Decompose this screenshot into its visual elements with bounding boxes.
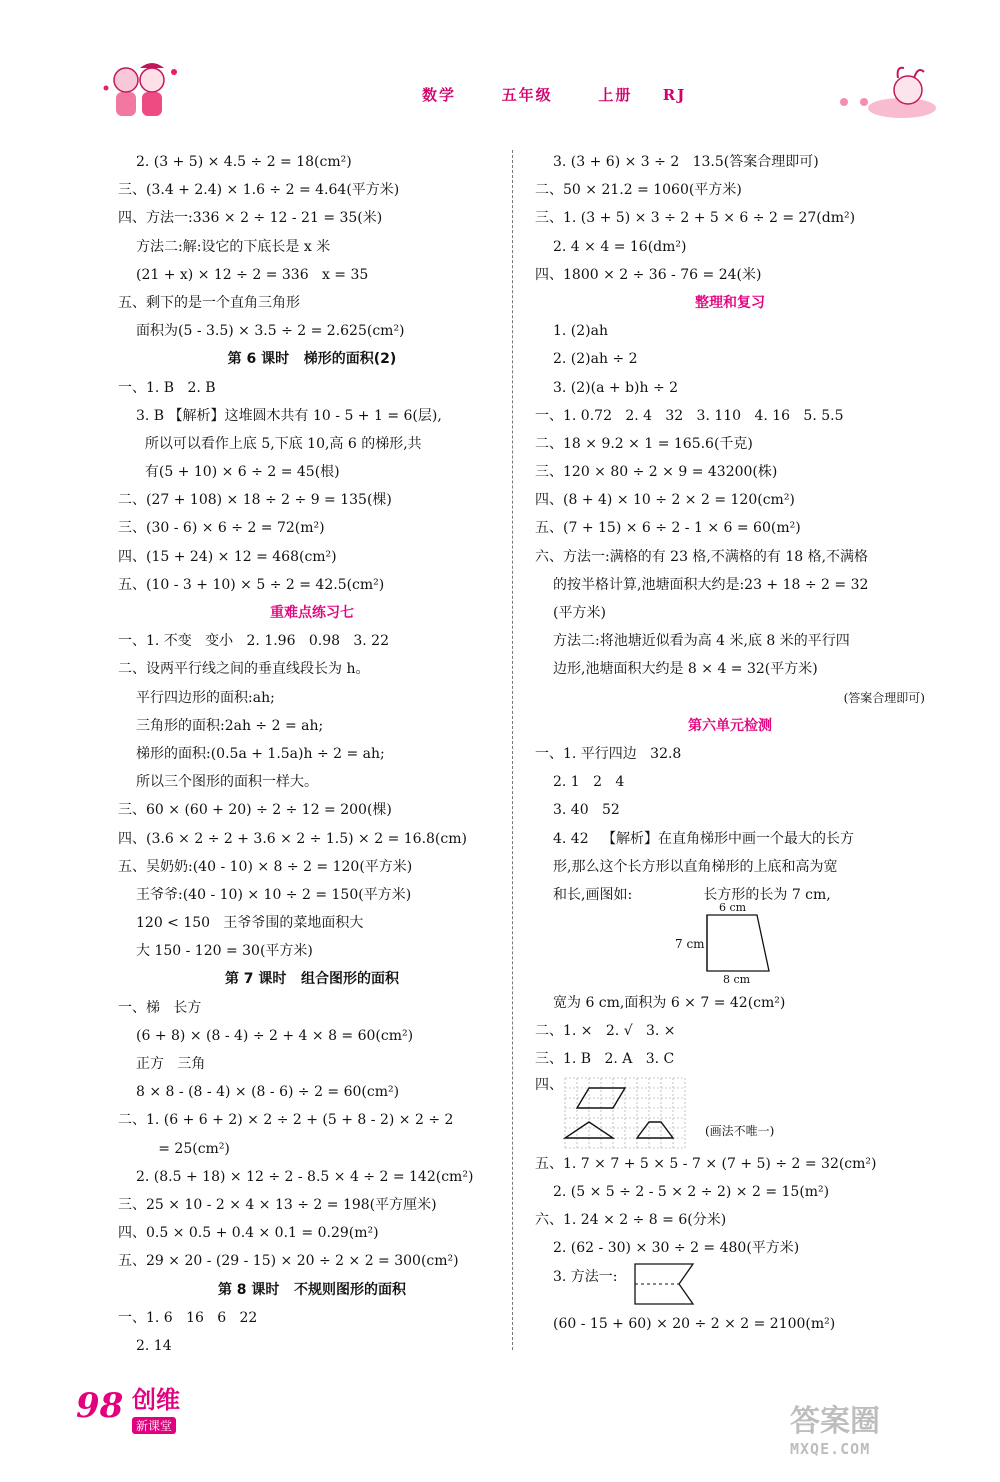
answer-line: 所以三个图形的面积一样大。	[136, 774, 318, 791]
answer-line: 二、(27 + 108) × 18 ÷ 2 ÷ 9 = 135(棵)	[118, 492, 392, 509]
section-heading: 第 6 课时 梯形的面积(2)	[227, 351, 397, 368]
answer-line: = 25(cm²)	[136, 1140, 230, 1157]
right-column	[535, 148, 925, 1339]
section-heading: 第 8 课时 不规则图形的面积	[217, 1281, 407, 1298]
answer-line: 五、吴奶奶:(40 - 10) × 8 ÷ 2 = 120(平方米)	[118, 858, 413, 875]
answer-line: 大 150 - 120 = 30(平方米)	[136, 943, 313, 960]
grid-note: (画法不唯一)	[705, 1123, 775, 1138]
answer-line: 一、梯 长方	[118, 999, 202, 1016]
answer-line: 一、1. 平行四边 32.8	[535, 745, 682, 762]
answer-line: 3. (3 + 6) × 3 ÷ 2 13.5(答案合理即可)	[553, 154, 819, 170]
section-heading: 重难点练习七	[270, 605, 354, 621]
answer-line: 2. (5 × 5 ÷ 2 - 5 × 2 ÷ 2) × 2 = 15(m²)	[553, 1183, 830, 1200]
answer-line: 二、设两平行线之间的垂直线段长为 h。	[118, 661, 370, 678]
section-heading: 第六单元检测	[688, 717, 772, 734]
answer-line: 三、(3.4 + 2.4) × 1.6 ÷ 2 = 4.64(平方米)	[118, 182, 400, 199]
answer-line: 三、25 × 10 - 2 × 4 × 13 ÷ 2 = 198(平方厘米)	[118, 1196, 437, 1213]
arrow-shape-figure	[535, 1262, 925, 1310]
answer-line: 一、1. 6 16 6 22	[118, 1309, 258, 1326]
page-number: 98	[76, 1386, 124, 1426]
column-divider	[512, 150, 513, 1350]
trap-bottom-label: 8 cm	[723, 973, 751, 987]
header-title: 数学 五年级 上册 RJ	[422, 86, 687, 104]
answer-line: 二、1. (6 + 6 + 2) × 2 ÷ 2 + (5 + 8 - 2) × 2 ÷ 2	[118, 1112, 454, 1129]
answer-line: (平方米)	[553, 605, 606, 621]
cartoon-kids-icon	[96, 58, 186, 130]
answer-line: 四、(15 + 24) × 12 = 468(cm²)	[118, 548, 337, 565]
answer-line: 五、(10 - 3 + 10) × 5 ÷ 2 = 42.5(cm²)	[118, 576, 385, 593]
answer-line: 的按半格计算,池塘面积大约是:23 + 18 ÷ 2 = 32	[553, 576, 869, 593]
right-mid-block	[535, 989, 925, 1074]
grid-figure	[535, 1074, 925, 1150]
answer-line: 三、60 × (60 + 20) ÷ 2 ÷ 12 = 200(棵)	[118, 802, 392, 819]
brand-bottom-text: 新课堂	[132, 1417, 176, 1434]
answer-line: 三、1. B 2. A 3. C	[535, 1051, 675, 1068]
answer-line: 二、18 × 9.2 × 1 = 165.6(千克)	[535, 435, 753, 452]
answer-line: 和长,画图如: 长方形的长为 7 cm,	[553, 886, 831, 903]
watermark	[790, 1396, 970, 1466]
watermark-top: 答案圈	[790, 1404, 880, 1439]
answer-line: (60 - 15 + 60) × 20 ÷ 2 × 2 = 2100(m²)	[553, 1316, 836, 1333]
answer-line: 三、120 × 80 ÷ 2 × 9 = 43200(株)	[535, 464, 778, 481]
answer-line: 五、1. 7 × 7 + 5 × 5 - 7 × (7 + 5) ÷ 2 = 32(cm²)	[535, 1155, 877, 1172]
answer-line: 一、1. B 2. B	[118, 379, 216, 396]
trapezoid-figure	[535, 901, 925, 989]
answer-line: 2. 14	[136, 1337, 172, 1354]
answer-line: 四、(3.6 × 2 ÷ 2 + 3.6 × 2 ÷ 1.5) × 2 = 16.8(cm)	[118, 830, 467, 847]
answer-line: 方法二:将池塘近似看为高 4 米,底 8 米的平行四	[553, 633, 850, 650]
answer-line: 六、方法一:满格的有 23 格,不满格的有 18 格,不满格	[535, 548, 869, 565]
right-bottom-block	[535, 1150, 925, 1263]
cartoon-rabbit-icon	[820, 66, 950, 124]
section-heading: 第 7 课时 组合图形的面积	[224, 971, 400, 988]
answer-line: 2. (3 + 5) × 4.5 ÷ 2 = 18(cm²)	[136, 154, 352, 170]
answer-line: 一、1. 0.72 2. 4 32 3. 110 4. 16 5. 5.5	[535, 407, 844, 424]
watermark-bottom: MXQE.COM	[790, 1440, 871, 1458]
answer-line: 2. (62 - 30) × 30 ÷ 2 = 480(平方米)	[553, 1240, 800, 1257]
right-last-block	[535, 1310, 925, 1338]
answer-line: 五、剩下的是一个直角三角形	[118, 294, 300, 311]
answer-line: 4. 42 【解析】在直角梯形中画一个最大的长方	[553, 830, 854, 847]
answer-line: 边形,池塘面积大约是 8 × 4 = 32(平方米)	[553, 661, 818, 678]
answer-line: 2. (8.5 + 18) × 12 ÷ 2 - 8.5 × 4 ÷ 2 = 142(cm²)	[136, 1168, 474, 1185]
answer-line: 形,那么这个长方形以直角梯形的上底和高为宽	[553, 858, 838, 875]
answer-line: 2. 4 × 4 = 16(dm²)	[553, 238, 687, 255]
answer-line: (答案合理即可)	[843, 690, 925, 705]
answer-line: 面积为(5 - 3.5) × 3.5 ÷ 2 = 2.625(cm²)	[136, 323, 405, 340]
grid-label: 四、	[535, 1076, 563, 1093]
answer-line: (21 + x) × 12 ÷ 2 = 336 x = 35	[136, 266, 369, 283]
answer-line: 1. (2)ah	[553, 323, 609, 340]
answer-line: 8 × 8 - (8 - 4) × (8 - 6) ÷ 2 = 60(cm²)	[136, 1084, 400, 1101]
answer-line: 所以可以看作上底 5,下底 10,高 6 的梯形,共	[136, 435, 422, 452]
trap-top-label: 6 cm	[719, 901, 747, 915]
answer-line: 3. 40 52	[553, 802, 620, 819]
answer-line: 2. (2)ah ÷ 2	[553, 351, 638, 368]
answer-line: 3. (2)(a + b)h ÷ 2	[553, 379, 679, 396]
answer-line: 五、(7 + 15) × 6 ÷ 2 - 1 × 6 = 60(m²)	[535, 520, 801, 537]
answer-line: 梯形的面积:(0.5a + 1.5a)h ÷ 2 = ah;	[136, 745, 385, 762]
answer-line: 四、方法一:336 × 2 ÷ 12 - 21 = 35(米)	[118, 210, 383, 227]
answer-line: 平行四边形的面积:ah;	[136, 689, 275, 706]
grid-diagram	[555, 1074, 695, 1150]
brand-top-text: 创维	[132, 1386, 180, 1414]
answer-line: 四、1800 × 2 ÷ 36 - 76 = 24(米)	[535, 266, 762, 283]
section-heading: 整理和复习	[695, 294, 765, 311]
left-column	[118, 148, 506, 1360]
answer-line: 方法二:解:设它的下底长是 x 米	[136, 238, 331, 255]
answer-line: 二、1. × 2. √ 3. ×	[535, 1023, 676, 1040]
answer-line: (6 + 8) × (8 - 4) ÷ 2 + 4 × 8 = 60(cm²)	[136, 1027, 414, 1044]
answer-line: 王爷爷:(40 - 10) × 10 ÷ 2 = 150(平方米)	[136, 886, 412, 903]
answer-line: 五、29 × 20 - (29 - 15) × 20 ÷ 2 × 2 = 300(cm²)	[118, 1253, 459, 1270]
right-top-block	[535, 148, 925, 909]
answer-line: 二、50 × 21.2 = 1060(平方米)	[535, 182, 742, 199]
answer-line: 2. 1 2 4	[553, 774, 625, 791]
answer-line: 六、1. 24 × 2 ÷ 8 = 6(分米)	[535, 1212, 727, 1228]
arrow-fig-label: 3. 方法一:	[553, 1269, 618, 1286]
answer-line: 正方 三角	[136, 1056, 206, 1072]
answer-line: 四、(8 + 4) × 10 ÷ 2 × 2 = 120(cm²)	[535, 492, 795, 509]
answer-line: 有(5 + 10) × 6 ÷ 2 = 45(根)	[136, 464, 340, 481]
answer-line: 三角形的面积:2ah ÷ 2 = ah;	[136, 717, 324, 734]
answer-line: 3. B 【解析】这堆圆木共有 10 - 5 + 1 = 6(层),	[136, 407, 442, 424]
answer-line: 宽为 6 cm,面积为 6 × 7 = 42(cm²)	[553, 995, 786, 1012]
answer-line: 四、0.5 × 0.5 + 0.4 × 0.1 = 0.29(m²)	[118, 1225, 379, 1242]
answer-line: 三、(30 - 6) × 6 ÷ 2 = 72(m²)	[118, 520, 325, 537]
answer-line: 三、1. (3 + 5) × 3 ÷ 2 + 5 × 6 ÷ 2 = 27(dm²)	[535, 210, 856, 227]
answer-line: 一、1. 不变 变小 2. 1.96 0.98 3. 22	[118, 633, 389, 650]
trap-left-label: 7 cm	[675, 937, 705, 952]
answer-line: 120 < 150 王爷爷围的菜地面积大	[136, 915, 364, 932]
brand-logo	[132, 1380, 224, 1432]
arrow-shape-diagram	[631, 1262, 771, 1308]
